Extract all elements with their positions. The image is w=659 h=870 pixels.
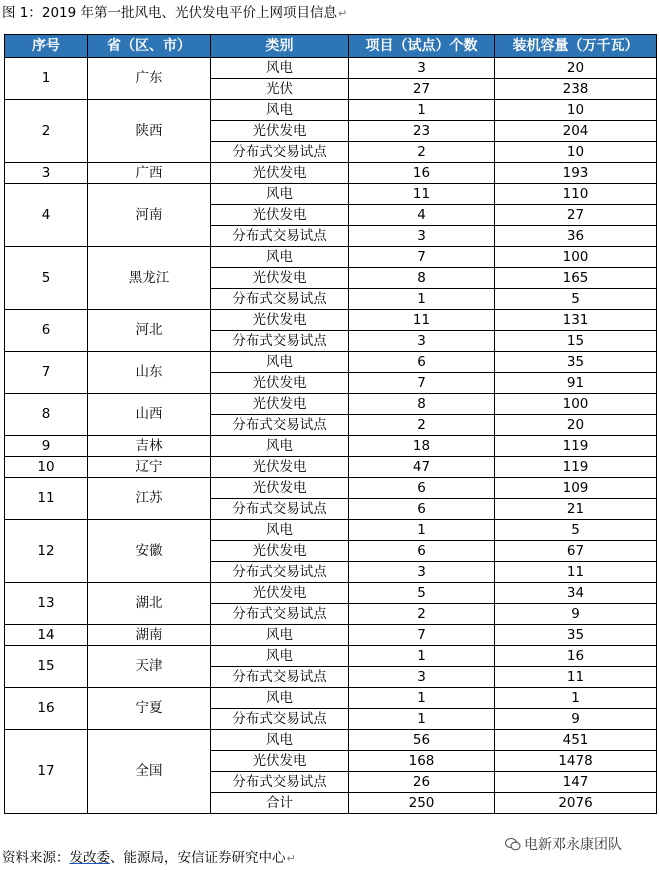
province-cell: 全国 (88, 730, 211, 814)
province-cell: 安徽 (88, 520, 211, 583)
category-cell: 光伏发电 (211, 163, 349, 184)
category-cell: 光伏发电 (211, 373, 349, 394)
capacity-cell: 36 (495, 226, 657, 247)
capacity-cell: 5 (495, 520, 657, 541)
count-cell: 1 (349, 646, 495, 667)
table-body (5, 58, 657, 814)
header-capacity: 装机容量（万千瓦） (495, 35, 657, 58)
category-cell: 分布式交易试点 (211, 562, 349, 583)
capacity-cell: 2076 (495, 793, 657, 814)
table-row (5, 646, 657, 667)
category-cell: 风电 (211, 520, 349, 541)
seq-cell: 9 (5, 436, 88, 457)
category-cell: 风电 (211, 688, 349, 709)
seq-cell: 14 (5, 625, 88, 646)
source-link[interactable]: 发改委 (69, 850, 110, 866)
count-cell: 2 (349, 415, 495, 436)
count-cell: 18 (349, 436, 495, 457)
header-category: 类别 (211, 35, 349, 58)
category-cell: 风电 (211, 247, 349, 268)
count-cell: 3 (349, 331, 495, 352)
category-cell: 风电 (211, 730, 349, 751)
province-cell: 黑龙江 (88, 247, 211, 310)
count-cell: 1 (349, 100, 495, 121)
seq-cell: 13 (5, 583, 88, 625)
province-cell: 辽宁 (88, 457, 211, 478)
category-cell: 合计 (211, 793, 349, 814)
count-cell: 3 (349, 58, 495, 79)
capacity-cell: 20 (495, 58, 657, 79)
count-cell: 7 (349, 373, 495, 394)
capacity-cell: 34 (495, 583, 657, 604)
category-cell: 分布式交易试点 (211, 709, 349, 730)
capacity-cell: 204 (495, 121, 657, 142)
capacity-cell: 16 (495, 646, 657, 667)
category-cell: 光伏发电 (211, 478, 349, 499)
category-cell: 分布式交易试点 (211, 331, 349, 352)
category-cell: 光伏发电 (211, 268, 349, 289)
province-cell: 湖北 (88, 583, 211, 625)
count-cell: 6 (349, 499, 495, 520)
seq-cell: 10 (5, 457, 88, 478)
category-cell: 分布式交易试点 (211, 667, 349, 688)
table-row (5, 520, 657, 541)
seq-cell: 4 (5, 184, 88, 247)
table-row (5, 247, 657, 268)
category-cell: 分布式交易试点 (211, 415, 349, 436)
count-cell: 8 (349, 394, 495, 415)
count-cell: 11 (349, 310, 495, 331)
province-cell: 河南 (88, 184, 211, 247)
capacity-cell: 20 (495, 415, 657, 436)
count-cell: 3 (349, 667, 495, 688)
count-cell: 6 (349, 478, 495, 499)
seq-cell: 5 (5, 247, 88, 310)
count-cell: 16 (349, 163, 495, 184)
province-cell: 河北 (88, 310, 211, 352)
capacity-cell: 9 (495, 604, 657, 625)
count-cell: 6 (349, 352, 495, 373)
category-cell: 分布式交易试点 (211, 289, 349, 310)
count-cell: 1 (349, 520, 495, 541)
count-cell: 23 (349, 121, 495, 142)
category-cell: 光伏发电 (211, 394, 349, 415)
capacity-cell: 109 (495, 478, 657, 499)
capacity-cell: 110 (495, 184, 657, 205)
category-cell: 分布式交易试点 (211, 604, 349, 625)
capacity-cell: 1 (495, 688, 657, 709)
seq-cell: 11 (5, 478, 88, 520)
capacity-cell: 27 (495, 205, 657, 226)
capacity-cell: 10 (495, 100, 657, 121)
count-cell: 3 (349, 226, 495, 247)
capacity-cell: 11 (495, 667, 657, 688)
table-row (5, 58, 657, 79)
seq-cell: 2 (5, 100, 88, 163)
capacity-cell: 147 (495, 772, 657, 793)
count-cell: 3 (349, 562, 495, 583)
seq-cell: 15 (5, 646, 88, 688)
capacity-cell: 131 (495, 310, 657, 331)
count-cell: 2 (349, 604, 495, 625)
count-cell: 27 (349, 79, 495, 100)
category-cell: 光伏发电 (211, 457, 349, 478)
province-cell: 广东 (88, 58, 211, 100)
capacity-cell: 1478 (495, 751, 657, 772)
table-row (5, 352, 657, 373)
category-cell: 分布式交易试点 (211, 499, 349, 520)
capacity-cell: 35 (495, 352, 657, 373)
seq-cell: 12 (5, 520, 88, 583)
table-row (5, 478, 657, 499)
count-cell: 6 (349, 541, 495, 562)
project-table (4, 34, 657, 814)
count-cell: 56 (349, 730, 495, 751)
table-row (5, 688, 657, 709)
capacity-cell: 100 (495, 247, 657, 268)
category-cell: 风电 (211, 58, 349, 79)
count-cell: 1 (349, 289, 495, 310)
count-cell: 8 (349, 268, 495, 289)
capacity-cell: 11 (495, 562, 657, 583)
category-cell: 光伏发电 (211, 121, 349, 142)
province-cell: 天津 (88, 646, 211, 688)
province-cell: 吉林 (88, 436, 211, 457)
capacity-cell: 21 (495, 499, 657, 520)
province-cell: 宁夏 (88, 688, 211, 730)
source-note: 资料来源：发改委、能源局，安信证券研究中心↵ (2, 850, 296, 866)
province-cell: 山东 (88, 352, 211, 394)
count-cell: 250 (349, 793, 495, 814)
count-cell: 47 (349, 457, 495, 478)
province-cell: 湖南 (88, 625, 211, 646)
capacity-cell: 165 (495, 268, 657, 289)
table-row (5, 730, 657, 751)
figure-title: 图 1：2019 年第一批风电、光伏发电平价上网项目信息↵ (2, 5, 348, 21)
capacity-cell: 35 (495, 625, 657, 646)
category-cell: 分布式交易试点 (211, 142, 349, 163)
count-cell: 5 (349, 583, 495, 604)
seq-cell: 17 (5, 730, 88, 814)
wechat-watermark: 电新邓永康团队 (503, 834, 624, 854)
category-cell: 风电 (211, 625, 349, 646)
capacity-cell: 451 (495, 730, 657, 751)
wechat-icon (505, 838, 521, 851)
header-seq: 序号 (5, 35, 88, 58)
province-cell: 陕西 (88, 100, 211, 163)
count-cell: 7 (349, 625, 495, 646)
table-row (5, 583, 657, 604)
category-cell: 风电 (211, 184, 349, 205)
province-cell: 江苏 (88, 478, 211, 520)
count-cell: 2 (349, 142, 495, 163)
capacity-cell: 119 (495, 457, 657, 478)
table-header-row (5, 35, 657, 58)
seq-cell: 1 (5, 58, 88, 100)
capacity-cell: 5 (495, 289, 657, 310)
seq-cell: 16 (5, 688, 88, 730)
seq-cell: 7 (5, 352, 88, 394)
table-row (5, 457, 657, 478)
province-cell: 广西 (88, 163, 211, 184)
table-row (5, 625, 657, 646)
count-cell: 7 (349, 247, 495, 268)
count-cell: 4 (349, 205, 495, 226)
category-cell: 风电 (211, 436, 349, 457)
header-project-count: 项目（试点）个数 (349, 35, 495, 58)
table-row (5, 394, 657, 415)
province-cell: 山西 (88, 394, 211, 436)
capacity-cell: 100 (495, 394, 657, 415)
count-cell: 168 (349, 751, 495, 772)
category-cell: 风电 (211, 646, 349, 667)
count-cell: 1 (349, 688, 495, 709)
category-cell: 分布式交易试点 (211, 772, 349, 793)
category-cell: 光伏发电 (211, 310, 349, 331)
capacity-cell: 15 (495, 331, 657, 352)
table-row (5, 184, 657, 205)
capacity-cell: 119 (495, 436, 657, 457)
table-row (5, 310, 657, 331)
table-row (5, 100, 657, 121)
capacity-cell: 91 (495, 373, 657, 394)
category-cell: 光伏发电 (211, 583, 349, 604)
count-cell: 11 (349, 184, 495, 205)
category-cell: 风电 (211, 100, 349, 121)
capacity-cell: 10 (495, 142, 657, 163)
count-cell: 1 (349, 709, 495, 730)
seq-cell: 3 (5, 163, 88, 184)
capacity-cell: 9 (495, 709, 657, 730)
category-cell: 光伏 (211, 79, 349, 100)
seq-cell: 8 (5, 394, 88, 436)
category-cell: 分布式交易试点 (211, 226, 349, 247)
capacity-cell: 238 (495, 79, 657, 100)
seq-cell: 6 (5, 310, 88, 352)
category-cell: 光伏发电 (211, 205, 349, 226)
category-cell: 风电 (211, 352, 349, 373)
table-row (5, 436, 657, 457)
header-province: 省（区、市） (88, 35, 211, 58)
return-mark: ↵ (338, 7, 348, 20)
table-row (5, 163, 657, 184)
capacity-cell: 67 (495, 541, 657, 562)
category-cell: 光伏发电 (211, 751, 349, 772)
capacity-cell: 193 (495, 163, 657, 184)
count-cell: 26 (349, 772, 495, 793)
category-cell: 光伏发电 (211, 541, 349, 562)
